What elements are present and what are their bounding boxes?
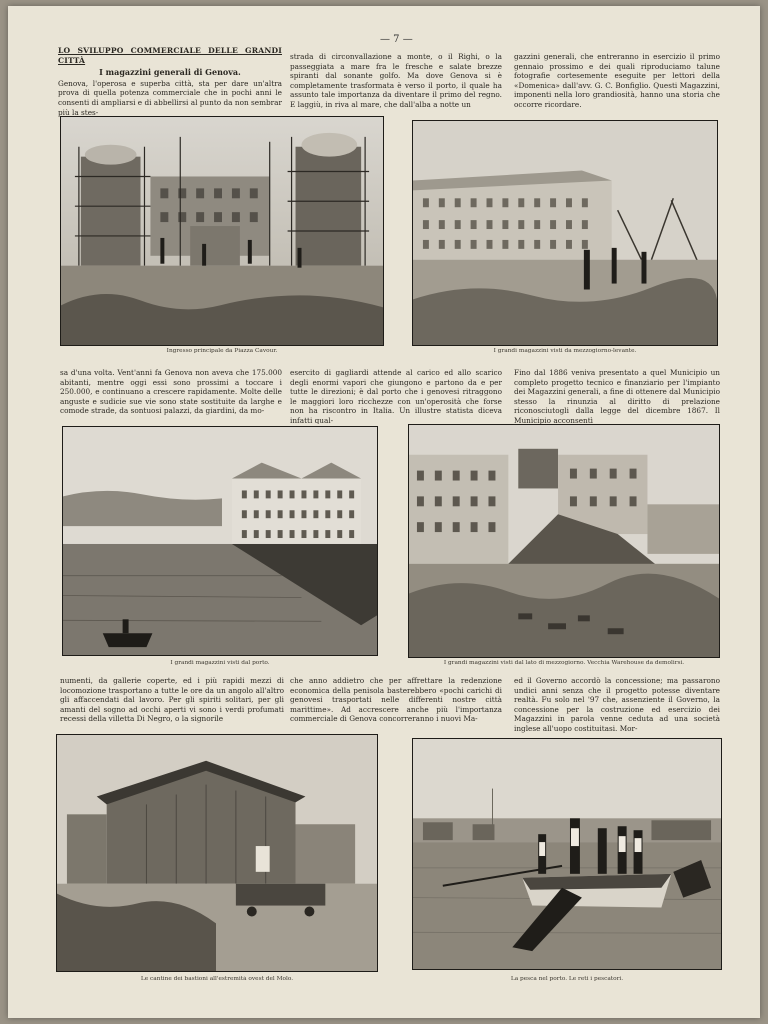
- photo-construction-entrance: [60, 116, 384, 346]
- caption-photo-3: I grandi magazzini visti dal porto.: [170, 660, 270, 666]
- paragraph: Genova, l'operosa e superba città, sta per dare un'altra prova di quella potenza commerciale che in pochi anni le consenti di ampliarsi e di abbellirsi al punto da non sembrar più la stes-: [58, 78, 282, 117]
- paragraph: Fino dal 1886 veniva presentato a quel Municipio un completo progetto tecnico e finanziario per l'impianto dei Magazzini generali, a fine di ottenere dal Municipio stesso la rinunzia al diritto di prelazione riconosciutogli dalla legge del dicembre 1867. Il Municipio acconsentì: [514, 368, 720, 424]
- photo-old-warehouse-demolition: [408, 424, 720, 658]
- photo-warehouse-from-port: [62, 426, 378, 656]
- paragraph: ed il Governo accordò la concessione; ma passarono undici anni senza che il progetto potesse diventare realtà. Fu solo nel '97 che, assenziente il Governo, la concessione per la costruzione ed esercizio dei Magazzini in parola venne ceduta ad una società inglese all'uopo costituitasi. Mor-: [514, 676, 720, 733]
- top-text-column-3: [514, 52, 720, 122]
- caption-photo-1: Ingresso principale da Piazza Cavour.: [166, 348, 278, 354]
- low-text-column-1: [60, 676, 284, 734]
- low-text-column-3: [514, 676, 720, 734]
- paragraph: che anno addietro che per affrettare la redenzione economica della penisola basterebbero «pochi carichi di genovesi trasportati nelle differenti nostre città marittime». Ad accrescere anche più l'importanza commerciale di Genova concorreranno i nuovi Ma-: [290, 676, 502, 724]
- newspaper-page: [8, 6, 760, 1018]
- caption-photo-2: I grandi magazzini visti da mezzogiorno-levante.: [493, 348, 637, 354]
- paragraph: gazzini generali, che entreranno in esercizio il primo gennaio prossimo e dei quali riproduciamo talune fotografie cortesemente eseguite per lettori della «Domenica» dall'avv. G. C. Bonfiglio. Questi Magazzini, imponenti nella loro grandiosità, hanno una storia che occorre ricordare.: [514, 52, 720, 109]
- caption-photo-4: I grandi magazzini visti dal lato di mezzogiorno. Vecchia Warehouse da demolirsi.: [443, 660, 685, 666]
- photo-warehouse-southeast: [412, 120, 718, 346]
- mid-text-column-1: [60, 368, 282, 424]
- top-text-column-1: [58, 46, 282, 122]
- paragraph: sa d'una volta. Vent'anni fa Genova non aveva che 175.000 abitanti, mentre oggi essi sono prossimi a toccare i 250.000, e continuano a crescere rapidamente. Molte delle anguste e sudicie sue vie sono state sostituite da larghe e comode strade, da sontuosi palazzi, da giardini, da mo-: [60, 368, 282, 416]
- paragraph: numenti, da gallerie coperte, ed i più rapidi mezzi di locomozione trasportano a tutte le ore da un angolo all'altro gli affaccendati dal lavoro. Per gli spiriti solitari, per gli amanti del sogno ad occhi aperti vi sono i verdi profumati recessi della villetta Di Negro, o la signorile: [60, 676, 284, 724]
- caption-photo-5: Le cantine dei bastioni all'estremità ovest del Molo.: [140, 976, 294, 982]
- photo-cellars-west-pier: [56, 734, 378, 972]
- paragraph: esercito di gagliardi attende al carico ed allo scarico degli enormi vapori che giungono e partono da e per tutte le direzioni; è dal porto che i genovesi ritraggono le maggiori loro ricchezze con un'operosità che forse non ha riscontro in Italia. Un illustre statista diceva infatti qual-: [290, 368, 502, 424]
- section-kicker: LO SVILUPPO COMMERCIALE DELLE GRANDI CITTÀ: [58, 46, 282, 65]
- page-number: — 7 —: [380, 34, 413, 45]
- article-title: I magazzini generali di Genova.: [99, 67, 241, 78]
- photo-fishing-in-port: [412, 738, 722, 970]
- low-text-column-2: [290, 676, 502, 734]
- mid-text-column-2: [290, 368, 502, 424]
- paragraph: strada di circonvallazione a monte, o il Righi, o la passeggiata a mare fra le fresche e salate brezze spiranti dal sonante golfo. Ma dove Genova si è completamente trasformata è verso il porto, il quale ha assunto tale importanza da diventare il primo del regno. E laggiù, in riva al mare, che dall'alba a notte un: [290, 52, 502, 109]
- top-text-column-2: [290, 52, 502, 122]
- caption-photo-6: La pesca nel porto. Le reti i pescatori.: [510, 976, 624, 982]
- mid-text-column-3: [514, 368, 720, 424]
